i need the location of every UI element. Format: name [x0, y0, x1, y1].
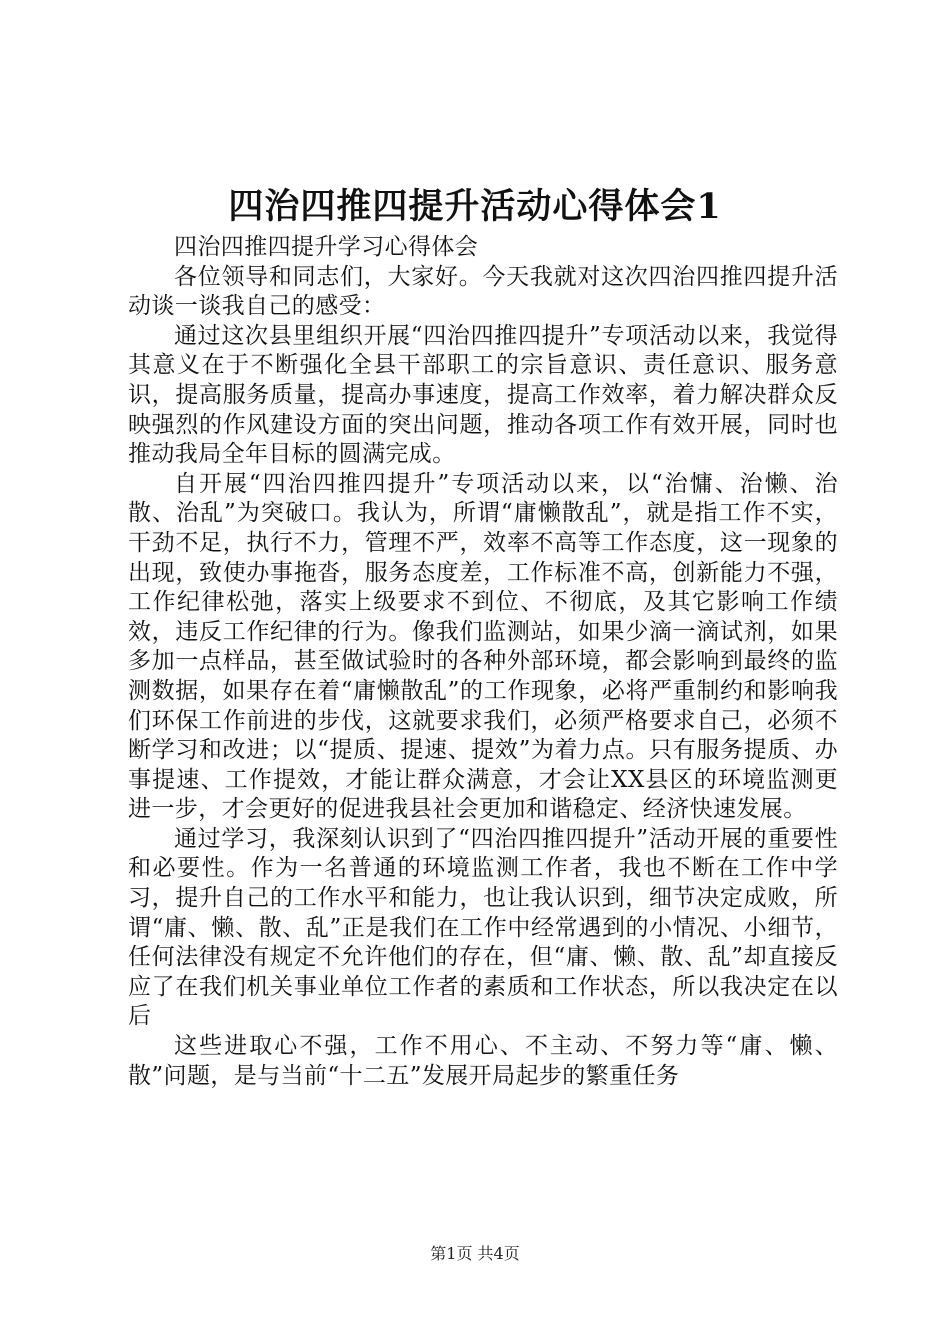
- document-body: [128, 233, 838, 1091]
- document-title: 四治四推四提升活动心得体会1: [228, 186, 722, 227]
- paragraph-subtitle: 四治四推四提升学习心得体会: [174, 234, 479, 260]
- page-footer: 第1页 共4页: [430, 1244, 520, 1263]
- paragraph-significance: 通过这次县里组织开展“四治四推四提升”专项活动以来，我觉得其意义在于不断强化全县干部职工的宗旨意识、责任意识、服务意识，提高服务质量，提高办事速度，提高工作效率，着力解决群众反映强烈的作风建设方面的突出问题，推动各项工作有效开展，同时也推动我局全年目标的圆满完成。: [128, 322, 838, 468]
- paragraph-learning: 通过学习，我深刻认识到了“四治四推四提升”活动开展的重要性和必要性。作为一名普通的环境监测工作者，我也不断在工作中学习，提升自己的工作水平和能力，也让我认识到，细节决定成败，所谓“庸、懒、散、乱”正是我们在工作中经常遇到的小情况、小细节，任何法律没有规定不允许他们的存在，但“庸、懒、散、乱”却直接反应了在我们机关事业单位工作者的素质和工作状态，所以我决定在以后: [128, 825, 838, 1030]
- paragraph-problems: 自开展“四治四推四提升”专项活动以来，以“治慵、治懒、治散、治乱”为突破口。我认为，所谓“庸懒散乱”，就是指工作不实，干劲不足，执行不力，管理不严，效率不高等工作态度，这一现象的出现，致使办事拖沓，服务态度差，工作标准不高，创新能力不强，工作纪律松弛，落实上级要求不到位、不彻底，及其它影响工作绩效，违反工作纪律的行为。像我们监测站，如果少滴一滴试剂，如果多加一点样品，甚至做试验时的各种外部环境，都会影响到最终的监测数据，如果存在着“庸懒散乱”的工作现象，必将严重制约和影响我们环保工作前进的步伐，这就要求我们，必须严格要求自己，必须不断学习和改进；以“提质、提速、提效”为着力点。只有服务提质、办事提速、工作提效，才能让群众满意，才会让XX县区的环境监测更进一步，才会更好的促进我县社会更加和谐稳定、经济快速发展。: [128, 470, 838, 823]
- paragraph-greeting: 各位领导和同志们，大家好。今天我就对这次四治四推四提升活动谈一谈我自己的感受：: [128, 263, 838, 320]
- paragraph-continuation: 这些进取心不强，工作不用心、不主动、不努力等“庸、懒、散”问题，是与当前“十二五”发展开局起步的繁重任务: [128, 1033, 838, 1089]
